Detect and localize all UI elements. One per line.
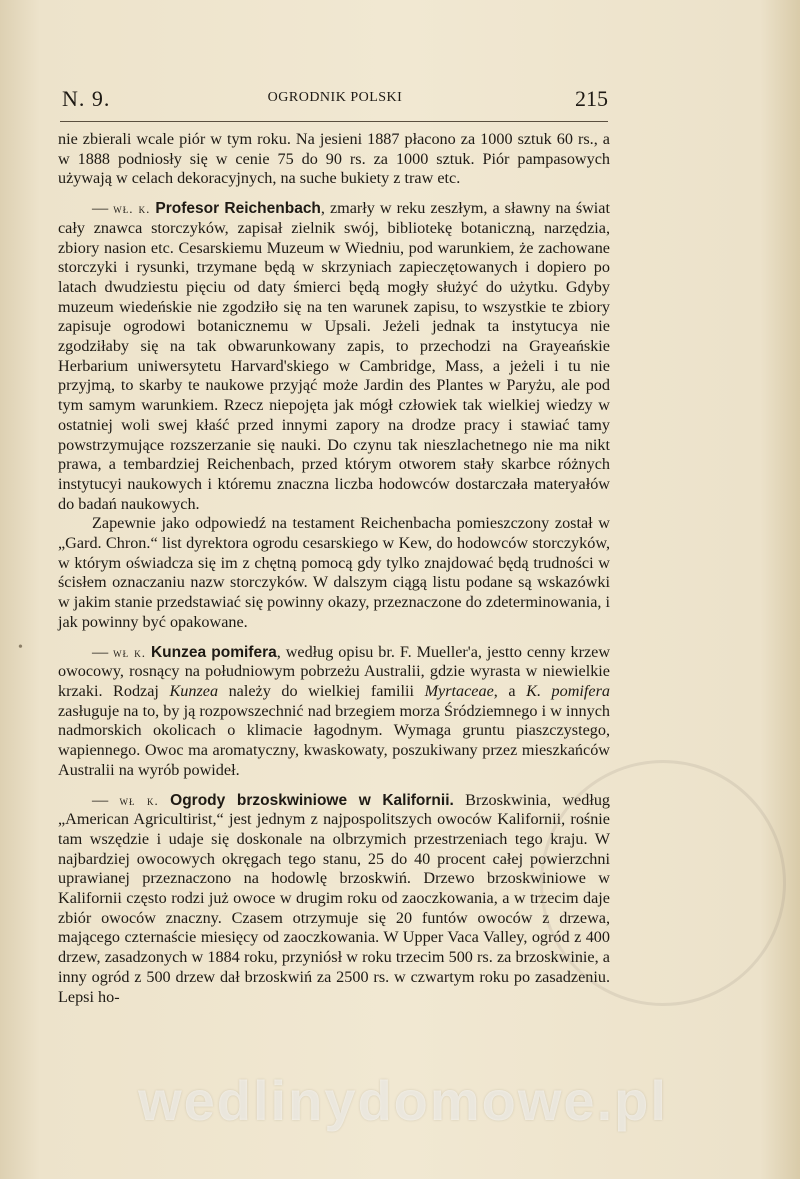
paragraph-pampas: nie zbierali wcale piór w tym roku. Na jesieni 1887 płacono za 1000 sztuk 60 rs., a w 1888 podniosły się w cenie 75 do 90 rs. za 1000 sztuk. Piór pampasowych używają w celach dekoracyjnych, na suche bukiety z traw etc. (58, 130, 610, 188)
kunzea-text-d: zasługuje na to, by ją rozpowszechnić nad brzegiem morza Śródziemnego i w innych nadmorskich okolicach o klimacie łagodnym. Wymaga gruntu piaszczystego, wapiennego. Owoc ma aromatyczny, kwaskowaty, poszukiwany przez mieszkańców Australii na wyrób powideł. (58, 701, 610, 779)
section-dash: — (92, 642, 114, 661)
paragraph-kunzea (58, 643, 610, 781)
kunzea-text-b: należy do wielkiej familii (218, 681, 425, 700)
journal-title: OGRODNIK POLSKI (267, 90, 403, 105)
paragraph-reichenbach (58, 199, 610, 514)
author-signature: wł. k. (113, 201, 151, 217)
section-dash: — (92, 790, 120, 809)
article-body (58, 130, 610, 1007)
kunzea-text-c: , a (493, 681, 527, 700)
paragraph-kalifornia (58, 791, 610, 1008)
section-heading-kunzea: Kunzea pomifera (150, 643, 277, 661)
author-signature: wł k. (119, 792, 159, 808)
author-signature: wł k. (113, 644, 147, 660)
issue-number: N. 9. (62, 86, 111, 111)
kalifornia-text: Brzoskwinia, według „American Agricultirist,“ jest jednym z najpospolitszych owoców Kalifornii, rośnie tam wszędzie i udaje się doskonale na olbrzymich przestrzeniach tego kraju. W najbardziej owocowych okręgach tego stanu, 25 do 40 procent całej powierzchni uprawianej przeznaczono na hodowlę brzoskwiń. Drzewo brzoskwiniowe w Kalifornii często rodzi już owoce w drugim roku od zaoczkowania, a w trzecim daje zbiór owoców znaczny. Czasem otrzymuje się 20 funtów owoców z drzewa, mającego czternaście miesięcy od zaoczkowania. W Upper Vaca Valley, ogród z 400 drzew, zasadzonych w 1884 roku, przyniósł w roku trzecim 500 rs. za brzoskwinie, a inny ogród z 500 drzew dał brzoskwiń za 2500 rs. w czwartym roku po zasadzeniu. Lepsi ho- (58, 790, 611, 1006)
kunzea-text-a: , według opisu br. F. Mueller'a, jestto cenny krzew owocowy, rosnący na południowym pobrzeżu Australii, gdzie wyrasta w niewielkie krzaki. Rodzaj (58, 642, 611, 700)
watermark: wedlinydomowe.pl (138, 1069, 668, 1132)
paragraph-kew-letter: Zapewnie jako odpowiedź na testament Reichenbacha pomieszczony został w „Gard. Chron.“ list dyrektora ogrodu cesarskiego w Kew, do hodowców storczyków, w którym oświadcza się im z chętną pomocą gdy tylko znajdować będą trudności w ścisłem oznaczaniu nazw storczyków. W dalszym ciągą listu podane są wskazówki w jakim stanie przedstawiać się powinny okazy, przeznaczone do zdeterminowania, i jak powinny być opakowane. (58, 514, 610, 631)
kunzea-genus: Kunzea (169, 681, 219, 700)
section-heading-reichenbach: Profesor Reichenbach (155, 200, 321, 218)
reichenbach-text: , zmarły w reku zeszłym, a sławny na świat cały znawca storczyków, zapisał zielnik swój, bibliotekę botaniczną, narzędzia, zbiory nasion etc. Cesarskiemu Muzeum w Wiedniu, pod warunkiem, że zachowane storczyki i rysunki, trzymane będą w skrzyniach zapieczętowanych i dopiero po latach dwudziestu pięciu od daty śmierci będą mogły służyć do użytku. Gdyby muzeum wiedeńskie nie zgodziło się na ten warunek zapisu, to wszystkie te zbiory zapisuje ogrodowi botanicznemu w Upsali. Jeżeli jednak ta instytucya nie zgodziłaby się na tak obwarunkowany zapis, to przechodzi na Grayeańskie Herbarium uniwersytetu Harvard'skiego w Cambridge, Mass, a jeżeli i tu nie przyjmą, to skarby te naukowe przyjąć może Jardin des Plantes w Paryżu, ale pod tym samym warunkiem. Rzecz niepojęta jak mógł człowiek tak wielkiej wiedzy w ostatniej woli swej kłaść przed innymi zapory na drodze pracy i stawiać tamy powstrzymujące rozszerzanie się nauki. Do czynu tak nieszlachetnego nie ma nikt prawa, a tembardziej Reichenbach, przed którym otworem stały skarbce różnych instytucyi naukowych i któremu znaczna liczba hodowców dostarczała materyałów do badań naukowych. (58, 199, 610, 513)
margin-mark: • (18, 640, 23, 655)
section-dash: — (92, 199, 114, 218)
section-heading-kalifornia: Ogrody brzoskwiniowe w Kalifornii. (170, 791, 454, 809)
kunzea-family: Myrtaceae (424, 681, 494, 700)
page-number: 215 (575, 86, 608, 111)
page-header (62, 84, 608, 118)
header-rule (60, 121, 608, 122)
kunzea-species: K. pomifera (526, 681, 610, 700)
